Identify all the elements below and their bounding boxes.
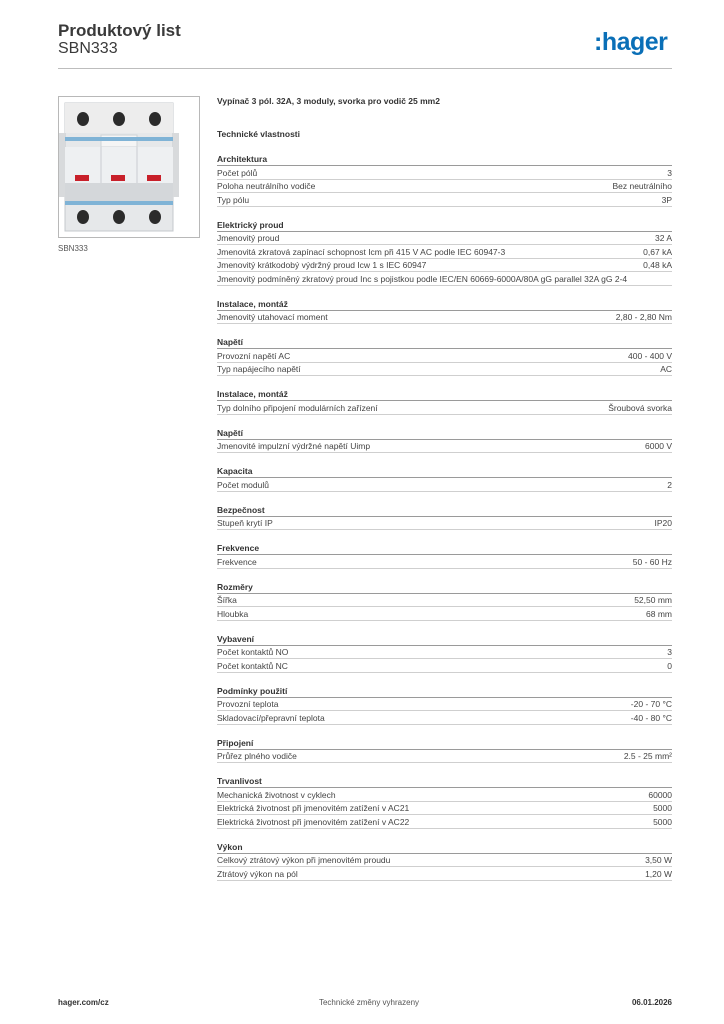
- spec-value: 400 - 400 V: [628, 350, 672, 361]
- spec-section-title: Frekvence: [217, 542, 672, 555]
- spec-label: Skladovací/přepravní teplota: [217, 712, 325, 723]
- spec-row: [217, 478, 672, 492]
- spec-panel: [217, 94, 672, 881]
- spec-label: Typ napájecího napětí: [217, 364, 301, 374]
- spec-row: [217, 711, 672, 725]
- spec-section: [217, 427, 672, 454]
- spec-label: Provozní teplota: [217, 699, 279, 709]
- spec-value: 3P: [661, 194, 672, 205]
- spec-label: Mechanická životnost v cyklech: [217, 789, 336, 800]
- spec-section: [217, 542, 672, 569]
- spec-section: [217, 336, 672, 376]
- spec-label: Šířka: [217, 595, 237, 605]
- spec-value: 68 mm: [646, 608, 672, 619]
- spec-value: 0: [667, 660, 672, 671]
- spec-value: 0,48 kA: [643, 260, 672, 270]
- header-divider: [58, 68, 672, 69]
- spec-value: 32 A: [654, 233, 672, 243]
- product-code: SBN333: [58, 40, 118, 57]
- spec-row: [217, 193, 672, 207]
- spec-label: Ztrátový výkon na pól: [217, 868, 298, 879]
- spec-row: [217, 698, 672, 712]
- spec-label: Počet modulů: [217, 479, 269, 490]
- spec-section: [217, 841, 672, 881]
- spec-row: [217, 788, 672, 802]
- spec-row: [217, 646, 672, 660]
- spec-row: [217, 272, 672, 286]
- footer-note: Technické změny vyhrazeny: [318, 998, 420, 1007]
- spec-value: Šroubová svorka: [608, 402, 672, 413]
- spec-label: Počet pólů: [217, 167, 258, 178]
- spec-section-title: Rozměry: [217, 581, 672, 594]
- spec-section-title: Instalace, montáž: [217, 298, 672, 311]
- spec-value: Bez neutrálního: [612, 181, 672, 191]
- spec-value: 3: [667, 167, 672, 178]
- spec-row: [217, 815, 672, 829]
- spec-row: [217, 401, 672, 415]
- spec-section-title: Kapacita: [217, 465, 672, 478]
- spec-row: [217, 349, 672, 363]
- technical-properties-heading: Technické vlastnosti: [217, 129, 300, 139]
- spec-label: Typ pólu: [217, 194, 250, 205]
- spec-section: [217, 465, 672, 492]
- spec-label: Počet kontaktů NC: [217, 660, 288, 671]
- spec-row: [217, 802, 672, 816]
- spec-label: Typ dolního připojení modulárních zařízení: [217, 402, 378, 413]
- spec-row: [217, 854, 672, 868]
- spec-section: [217, 775, 672, 829]
- spec-row: [217, 594, 672, 608]
- spec-section-title: Instalace, montáž: [217, 388, 672, 401]
- footer-date: 06.01.2026: [631, 998, 672, 1007]
- spec-label: Frekvence: [217, 556, 257, 567]
- product-image-caption: SBN333: [58, 244, 88, 253]
- spec-section-title: Bezpečnost: [217, 504, 672, 517]
- spec-row: [217, 232, 672, 246]
- spec-row: [217, 517, 672, 531]
- spec-section: [217, 153, 672, 207]
- spec-section-title: Vybavení: [217, 633, 672, 646]
- spec-label: Poloha neutrálního vodiče: [217, 181, 316, 191]
- spec-section: [217, 504, 672, 531]
- spec-label: Jmenovitý proud: [217, 233, 280, 243]
- spec-section: [217, 685, 672, 725]
- spec-section: [217, 219, 672, 286]
- spec-label: Provozní napětí AC: [217, 350, 291, 361]
- logo-text: :hager: [594, 28, 668, 56]
- spec-value: [666, 274, 672, 285]
- spec-label: Elektrická životnost při jmenovitém zatížení v AC21: [217, 803, 410, 813]
- spec-row: [217, 607, 672, 621]
- spec-label: Průřez plného vodiče: [217, 751, 297, 761]
- spec-section-title: Připojení: [217, 737, 672, 750]
- spec-label: Jmenovitý utahovací moment: [217, 312, 328, 322]
- spec-label: Hloubka: [217, 608, 249, 619]
- spec-label: Jmenovitý podmíněný zkratový proud Inc s pojistkou podle IEC/EN 60669-6000A/80A gG parallel 32A gG 2-4: [217, 273, 628, 284]
- spec-label: Jmenovitý krátkodobý výdržný proud Icw 1 s IEC 60947: [217, 260, 427, 270]
- spec-row: [217, 555, 672, 569]
- spec-value: 0,67 kA: [643, 246, 672, 257]
- spec-label: Elektrická životnost při jmenovitém zatížení v AC22: [217, 816, 410, 827]
- spec-value: IP20: [654, 518, 672, 528]
- spec-section-title: Architektura: [217, 153, 672, 166]
- spec-section-title: Elektrický proud: [217, 219, 672, 232]
- product-image: [58, 96, 200, 238]
- spec-section-title: Podmínky použití: [217, 685, 672, 698]
- spec-label: Jmenovité impulzní výdržné napětí Uimp: [217, 441, 371, 451]
- spec-value: 2.5 - 25 mm²: [623, 751, 672, 761]
- spec-label: Stupeň krytí IP: [217, 518, 273, 528]
- spec-row: [217, 259, 672, 273]
- spec-section: [217, 388, 672, 415]
- spec-row: [217, 659, 672, 673]
- spec-section: [217, 737, 672, 764]
- spec-label: Počet kontaktů NO: [217, 647, 289, 657]
- spec-value: 50 - 60 Hz: [632, 556, 672, 567]
- spec-value: 52,50 mm: [634, 595, 672, 605]
- spec-label: Jmenovitá zkratová zapínací schopnost Icm při 415 V AC podle IEC 60947-3: [217, 246, 506, 257]
- spec-section-title: Trvanlivost: [217, 775, 672, 788]
- spec-row: [217, 180, 672, 194]
- spec-row: [217, 363, 672, 377]
- spec-row: [217, 311, 672, 325]
- spec-section-title: Napětí: [217, 336, 672, 349]
- spec-value: -40 - 80 °C: [630, 712, 672, 723]
- spec-section: [217, 581, 672, 621]
- spec-row: [217, 166, 672, 180]
- spec-value: 60000: [648, 789, 672, 800]
- spec-row: [217, 867, 672, 881]
- spec-section-title: Výkon: [217, 841, 672, 854]
- spec-label: Celkový ztrátový výkon při jmenovitém proudu: [217, 855, 391, 865]
- spec-row: [217, 245, 672, 259]
- footer-website: hager.com/cz: [58, 998, 109, 1007]
- spec-value: 3: [667, 647, 672, 657]
- spec-value: 5000: [653, 816, 672, 827]
- spec-row: [217, 750, 672, 764]
- spec-row: [217, 440, 672, 454]
- spec-value: 2: [667, 479, 672, 490]
- switch-disconnector-3-pole-icon: [59, 97, 199, 237]
- spec-value: 3,50 W: [645, 855, 672, 865]
- spec-value: 6000 V: [645, 441, 672, 451]
- hager-logo: [594, 26, 674, 58]
- spec-value: 5000: [653, 803, 672, 813]
- spec-section-title: Napětí: [217, 427, 672, 440]
- page-title: Produktový list: [58, 21, 181, 40]
- spec-value: 1,20 W: [645, 868, 672, 879]
- spec-value: AC: [660, 364, 672, 374]
- spec-value: 2,80 - 2,80 Nm: [615, 312, 672, 322]
- spec-sections: [217, 153, 672, 881]
- spec-section: [217, 298, 672, 325]
- product-description: Vypínač 3 pól. 32A, 3 moduly, svorka pro vodič 25 mm2: [217, 96, 440, 106]
- spec-value: -20 - 70 °C: [630, 699, 672, 709]
- spec-section: [217, 633, 672, 673]
